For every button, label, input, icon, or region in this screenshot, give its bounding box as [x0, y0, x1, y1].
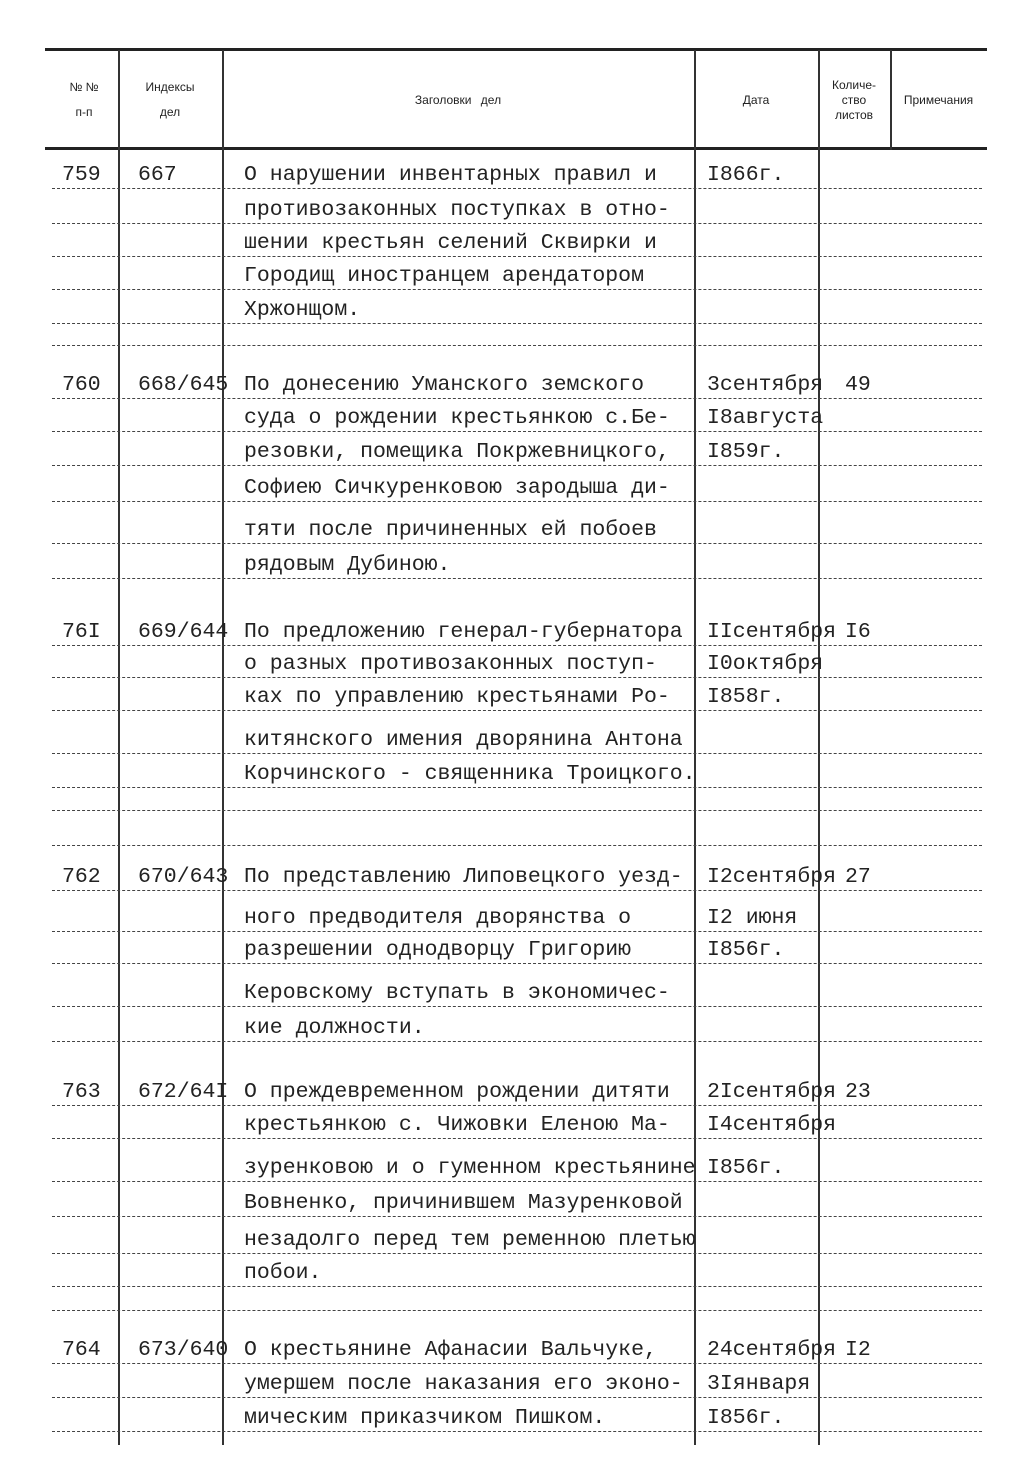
entry-title-line: резовки, помещика Покржевницкого,: [244, 440, 670, 464]
col-divider: [222, 50, 224, 1445]
header-title: Заголовки дел: [414, 93, 502, 107]
entry-title-line: зуренковою и о гуменном крестьянине: [244, 1156, 696, 1180]
entry-title-line: ного предводителя дворянства о: [244, 906, 632, 930]
row-rule: [52, 501, 982, 502]
entry-title-line: шении крестьян селений Сквирки и: [244, 231, 657, 255]
entry-index: 667: [138, 163, 177, 187]
row-rule: [52, 323, 982, 324]
header-num-line1: № №: [69, 80, 99, 94]
header-index-line1: Индексы: [145, 80, 195, 94]
entry-number: 762: [62, 865, 101, 889]
row-rule: [52, 645, 982, 646]
row-rule: [52, 398, 982, 399]
entry-title-line: рядовым Дубиною.: [244, 553, 451, 577]
row-rule: [52, 931, 982, 932]
entry-title-line: Городищ иностранцем арендатором: [244, 264, 644, 288]
entry-title-line: о разных противозаконных поступ-: [244, 652, 657, 676]
row-rule: [52, 465, 982, 466]
entry-title-line: китянского имения дворянина Антона: [244, 728, 683, 752]
entry-date-line: I858г.: [707, 685, 785, 709]
row-rule: [52, 345, 982, 346]
entry-sheet-count: I6: [845, 620, 871, 644]
header-notes: Примечания: [903, 93, 974, 107]
entry-number: 764: [62, 1338, 101, 1362]
col-divider: [818, 50, 820, 1445]
entry-index: 669/644: [138, 620, 229, 644]
entry-title-line: мическим приказчиком Пишком.: [244, 1406, 606, 1430]
row-rule: [52, 578, 982, 579]
row-rule: [52, 1363, 982, 1364]
entry-date-line: I8августа: [707, 406, 824, 430]
header-count-line2: ство: [841, 93, 867, 107]
entry-date-line: I2 июня: [707, 906, 798, 930]
row-rule: [52, 223, 982, 224]
entry-number: 759: [62, 163, 101, 187]
row-rule: [52, 810, 982, 811]
header-count: [818, 78, 890, 123]
entry-date-line: I856г.: [707, 1156, 785, 1180]
row-rule: [52, 543, 982, 544]
entry-title-line: О преждевременном рождении дитяти: [244, 1080, 670, 1104]
row-rule: [52, 1286, 982, 1287]
entry-title-line: незадолго перед тем ременною плетью: [244, 1228, 696, 1252]
entry-date-line: I856г.: [707, 938, 785, 962]
header-count-line3: листов: [834, 108, 874, 122]
entry-title-line: Софиею Сичкуренковою зародыша ди-: [244, 476, 670, 500]
row-rule: [52, 289, 982, 290]
top-border: [45, 48, 987, 51]
entry-title-line: крестьянкою с. Чижовки Еленою Ма-: [244, 1113, 670, 1137]
header-bottom-border: [45, 147, 987, 150]
row-rule: [52, 188, 982, 189]
entry-date-line: I2сентября: [707, 865, 837, 889]
entry-title-line: Хржонщом.: [244, 298, 361, 322]
entry-title-line: По представлению Липовецкого уезд-: [244, 865, 683, 889]
row-rule: [52, 963, 982, 964]
entry-title-line: тяти после причиненных ей побоев: [244, 518, 657, 542]
row-rule: [52, 845, 982, 846]
entry-number: 76I: [62, 620, 101, 644]
entry-title-line: Керовскому вступать в экономичес-: [244, 981, 670, 1005]
entry-number: 763: [62, 1080, 101, 1104]
row-rule: [52, 1253, 982, 1254]
entry-sheet-count: 49: [845, 373, 871, 397]
entry-title-line: По донесению Уманского земского: [244, 373, 644, 397]
header-date: Дата: [742, 93, 770, 107]
row-rule: [52, 890, 982, 891]
entry-title-line: разрешении однодворцу Григорию: [244, 938, 632, 962]
entry-date-line: I866г.: [707, 163, 785, 187]
entry-title-line: Вовненко, причинившем Мазуренковой: [244, 1191, 683, 1215]
header-count-line1: Количе-: [831, 78, 877, 92]
row-rule: [52, 1216, 982, 1217]
entry-date-line: 3сентября: [707, 373, 824, 397]
row-rule: [52, 1138, 982, 1139]
row-rule: [52, 753, 982, 754]
entry-date-line: 2Iсентября: [707, 1080, 837, 1104]
row-rule: [52, 1181, 982, 1182]
entry-index: 672/64I: [138, 1080, 229, 1104]
entry-sheet-count: I2: [845, 1338, 871, 1362]
entry-title-line: умершем после наказания его эконо-: [244, 1372, 683, 1396]
entry-index: 670/643: [138, 865, 229, 889]
row-rule: [52, 710, 982, 711]
row-rule: [52, 787, 982, 788]
entry-title-line: ках по управлению крестьянами Ро-: [244, 685, 670, 709]
entry-date-line: I856г.: [707, 1406, 785, 1430]
header-num-line2: п-п: [75, 105, 93, 119]
entry-title-line: По предложению генерал-губернатора: [244, 620, 683, 644]
entry-title-line: противозаконных поступках в отно-: [244, 198, 670, 222]
entry-date-line: IIсентября: [707, 620, 837, 644]
entry-date-line: 3Iянваря: [707, 1372, 811, 1396]
entry-title-line: О крестьянине Афанасии Вальчуке,: [244, 1338, 657, 1362]
entry-title-line: побои.: [244, 1261, 322, 1285]
entry-title-line: О нарушении инвентарных правил и: [244, 163, 657, 187]
row-rule: [52, 1431, 982, 1432]
entry-title-line: суда о рождении крестьянкою с.Бе-: [244, 406, 670, 430]
entry-index: 673/640: [138, 1338, 229, 1362]
entry-index: 668/645: [138, 373, 229, 397]
entry-title-line: Корчинского - священника Троицкого.: [244, 762, 696, 786]
header-index-line2: дел: [159, 105, 181, 119]
entry-sheet-count: 23: [845, 1080, 871, 1104]
row-rule: [52, 431, 982, 432]
row-rule: [52, 1310, 982, 1311]
entry-date-line: 24сентября: [707, 1338, 837, 1362]
entry-date-line: I4сентября: [707, 1113, 837, 1137]
row-rule: [52, 677, 982, 678]
entry-sheet-count: 27: [845, 865, 871, 889]
row-rule: [52, 1105, 982, 1106]
entry-date-line: I859г.: [707, 440, 785, 464]
row-rule: [52, 256, 982, 257]
row-rule: [52, 1397, 982, 1398]
col-divider: [118, 50, 120, 1445]
row-rule: [52, 1041, 982, 1042]
entry-date-line: I0октября: [707, 652, 824, 676]
entry-number: 760: [62, 373, 101, 397]
row-rule: [52, 1006, 982, 1007]
header-num: [50, 80, 118, 120]
header-index: [118, 80, 222, 120]
entry-title-line: кие должности.: [244, 1016, 425, 1040]
